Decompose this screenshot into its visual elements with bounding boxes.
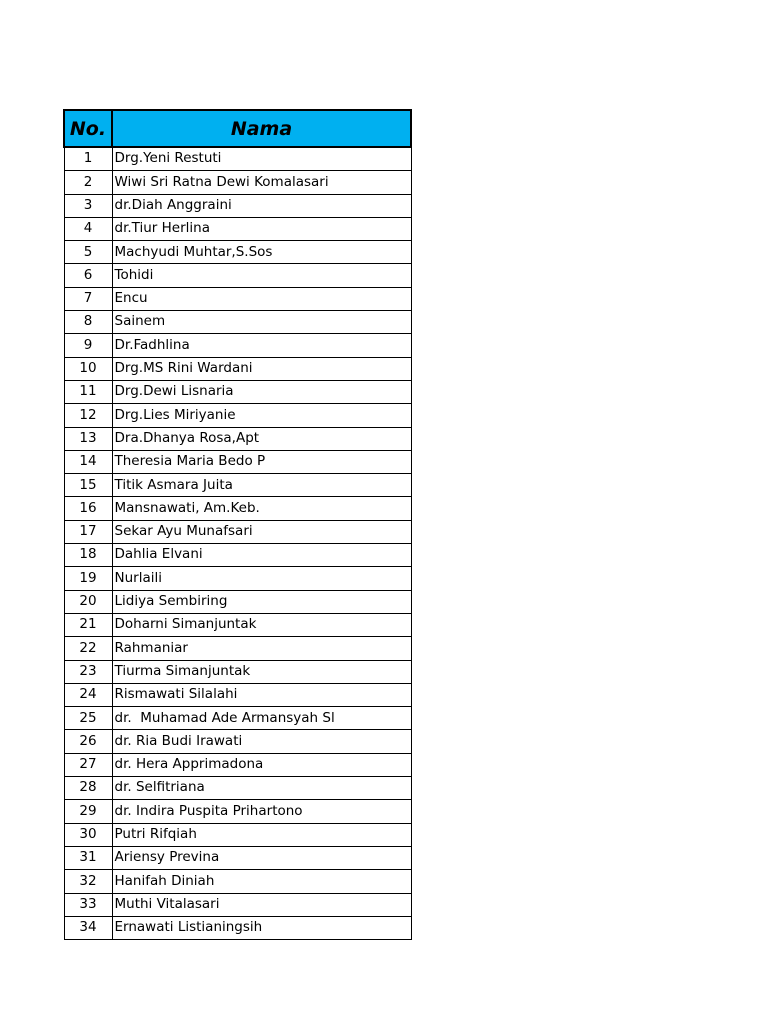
- row-number-cell: 13: [64, 427, 112, 450]
- table-row: [64, 800, 411, 823]
- name-cell: Lidiya Sembiring: [112, 590, 411, 613]
- name-cell: dr. Muhamad Ade Armansyah Sl: [112, 707, 411, 730]
- table-row: [64, 916, 411, 939]
- name-cell: Dahlia Elvani: [112, 544, 411, 567]
- table-row: [64, 194, 411, 217]
- name-cell: Wiwi Sri Ratna Dewi Komalasari: [112, 171, 411, 194]
- row-number-cell: 12: [64, 404, 112, 427]
- name-cell: Tiurma Simanjuntak: [112, 660, 411, 683]
- name-cell: Rismawati Silalahi: [112, 683, 411, 706]
- row-number-cell: 5: [64, 241, 112, 264]
- name-cell: Hanifah Diniah: [112, 870, 411, 893]
- row-number-cell: 4: [64, 217, 112, 240]
- name-cell: Drg.Dewi Lisnaria: [112, 380, 411, 403]
- name-cell: Tohidi: [112, 264, 411, 287]
- row-number-cell: 14: [64, 450, 112, 473]
- table-row: [64, 613, 411, 636]
- name-list-table: [63, 109, 412, 940]
- table-row: [64, 334, 411, 357]
- table-row: [64, 380, 411, 403]
- name-cell: dr. Hera Apprimadona: [112, 753, 411, 776]
- name-cell: dr. Ria Budi Irawati: [112, 730, 411, 753]
- table-row: [64, 590, 411, 613]
- name-cell: Drg.Yeni Restuti: [112, 147, 411, 171]
- row-number-cell: 23: [64, 660, 112, 683]
- row-number-cell: 17: [64, 520, 112, 543]
- name-cell: Ernawati Listianingsih: [112, 916, 411, 939]
- table-row: [64, 311, 411, 334]
- name-cell: Drg.MS Rini Wardani: [112, 357, 411, 380]
- table-row: [64, 427, 411, 450]
- table-row: [64, 730, 411, 753]
- row-number-cell: 27: [64, 753, 112, 776]
- row-number-cell: 6: [64, 264, 112, 287]
- name-cell: Ariensy Previna: [112, 846, 411, 869]
- table-row: [64, 846, 411, 869]
- name-cell: Muthi Vitalasari: [112, 893, 411, 916]
- name-cell: dr. Indira Puspita Prihartono: [112, 800, 411, 823]
- table-row: [64, 217, 411, 240]
- row-number-cell: 15: [64, 474, 112, 497]
- row-number-cell: 33: [64, 893, 112, 916]
- table-row: [64, 683, 411, 706]
- row-number-cell: 24: [64, 683, 112, 706]
- row-number-cell: 10: [64, 357, 112, 380]
- name-cell: Sainem: [112, 311, 411, 334]
- header-row: [64, 110, 411, 147]
- table-row: [64, 497, 411, 520]
- name-cell: dr.Tiur Herlina: [112, 217, 411, 240]
- table-row: [64, 171, 411, 194]
- row-number-cell: 22: [64, 637, 112, 660]
- table-body: [64, 147, 411, 940]
- table-row: [64, 404, 411, 427]
- table-row: [64, 660, 411, 683]
- table-row: [64, 870, 411, 893]
- row-number-cell: 16: [64, 497, 112, 520]
- row-number-cell: 29: [64, 800, 112, 823]
- row-number-cell: 21: [64, 613, 112, 636]
- table-row: [64, 520, 411, 543]
- header-no: No.: [64, 110, 112, 147]
- table-row: [64, 567, 411, 590]
- row-number-cell: 26: [64, 730, 112, 753]
- name-cell: Machyudi Muhtar,S.Sos: [112, 241, 411, 264]
- name-cell: Dr.Fadhlina: [112, 334, 411, 357]
- table-row: [64, 241, 411, 264]
- header-nama: Nama: [112, 110, 411, 147]
- name-cell: Encu: [112, 287, 411, 310]
- table-row: [64, 450, 411, 473]
- table-row: [64, 823, 411, 846]
- name-cell: dr.Diah Anggraini: [112, 194, 411, 217]
- name-cell: dr. Selfitriana: [112, 777, 411, 800]
- name-cell: Theresia Maria Bedo P: [112, 450, 411, 473]
- table-row: [64, 707, 411, 730]
- row-number-cell: 9: [64, 334, 112, 357]
- row-number-cell: 20: [64, 590, 112, 613]
- name-cell: Sekar Ayu Munafsari: [112, 520, 411, 543]
- name-cell: Mansnawati, Am.Keb.: [112, 497, 411, 520]
- row-number-cell: 2: [64, 171, 112, 194]
- row-number-cell: 1: [64, 147, 112, 171]
- table-row: [64, 147, 411, 171]
- row-number-cell: 3: [64, 194, 112, 217]
- row-number-cell: 11: [64, 380, 112, 403]
- table-row: [64, 637, 411, 660]
- table-row: [64, 474, 411, 497]
- row-number-cell: 8: [64, 311, 112, 334]
- table-row: [64, 753, 411, 776]
- row-number-cell: 28: [64, 777, 112, 800]
- name-cell: Titik Asmara Juita: [112, 474, 411, 497]
- table-row: [64, 777, 411, 800]
- name-cell: Rahmaniar: [112, 637, 411, 660]
- name-cell: Putri Rifqiah: [112, 823, 411, 846]
- name-cell: Dra.Dhanya Rosa,Apt: [112, 427, 411, 450]
- table-row: [64, 287, 411, 310]
- name-cell: Doharni Simanjuntak: [112, 613, 411, 636]
- name-cell: Nurlaili: [112, 567, 411, 590]
- table-row: [64, 264, 411, 287]
- row-number-cell: 19: [64, 567, 112, 590]
- table-row: [64, 357, 411, 380]
- row-number-cell: 18: [64, 544, 112, 567]
- row-number-cell: 32: [64, 870, 112, 893]
- row-number-cell: 30: [64, 823, 112, 846]
- table-row: [64, 893, 411, 916]
- row-number-cell: 31: [64, 846, 112, 869]
- row-number-cell: 25: [64, 707, 112, 730]
- name-cell: Drg.Lies Miriyanie: [112, 404, 411, 427]
- row-number-cell: 7: [64, 287, 112, 310]
- row-number-cell: 34: [64, 916, 112, 939]
- table-row: [64, 544, 411, 567]
